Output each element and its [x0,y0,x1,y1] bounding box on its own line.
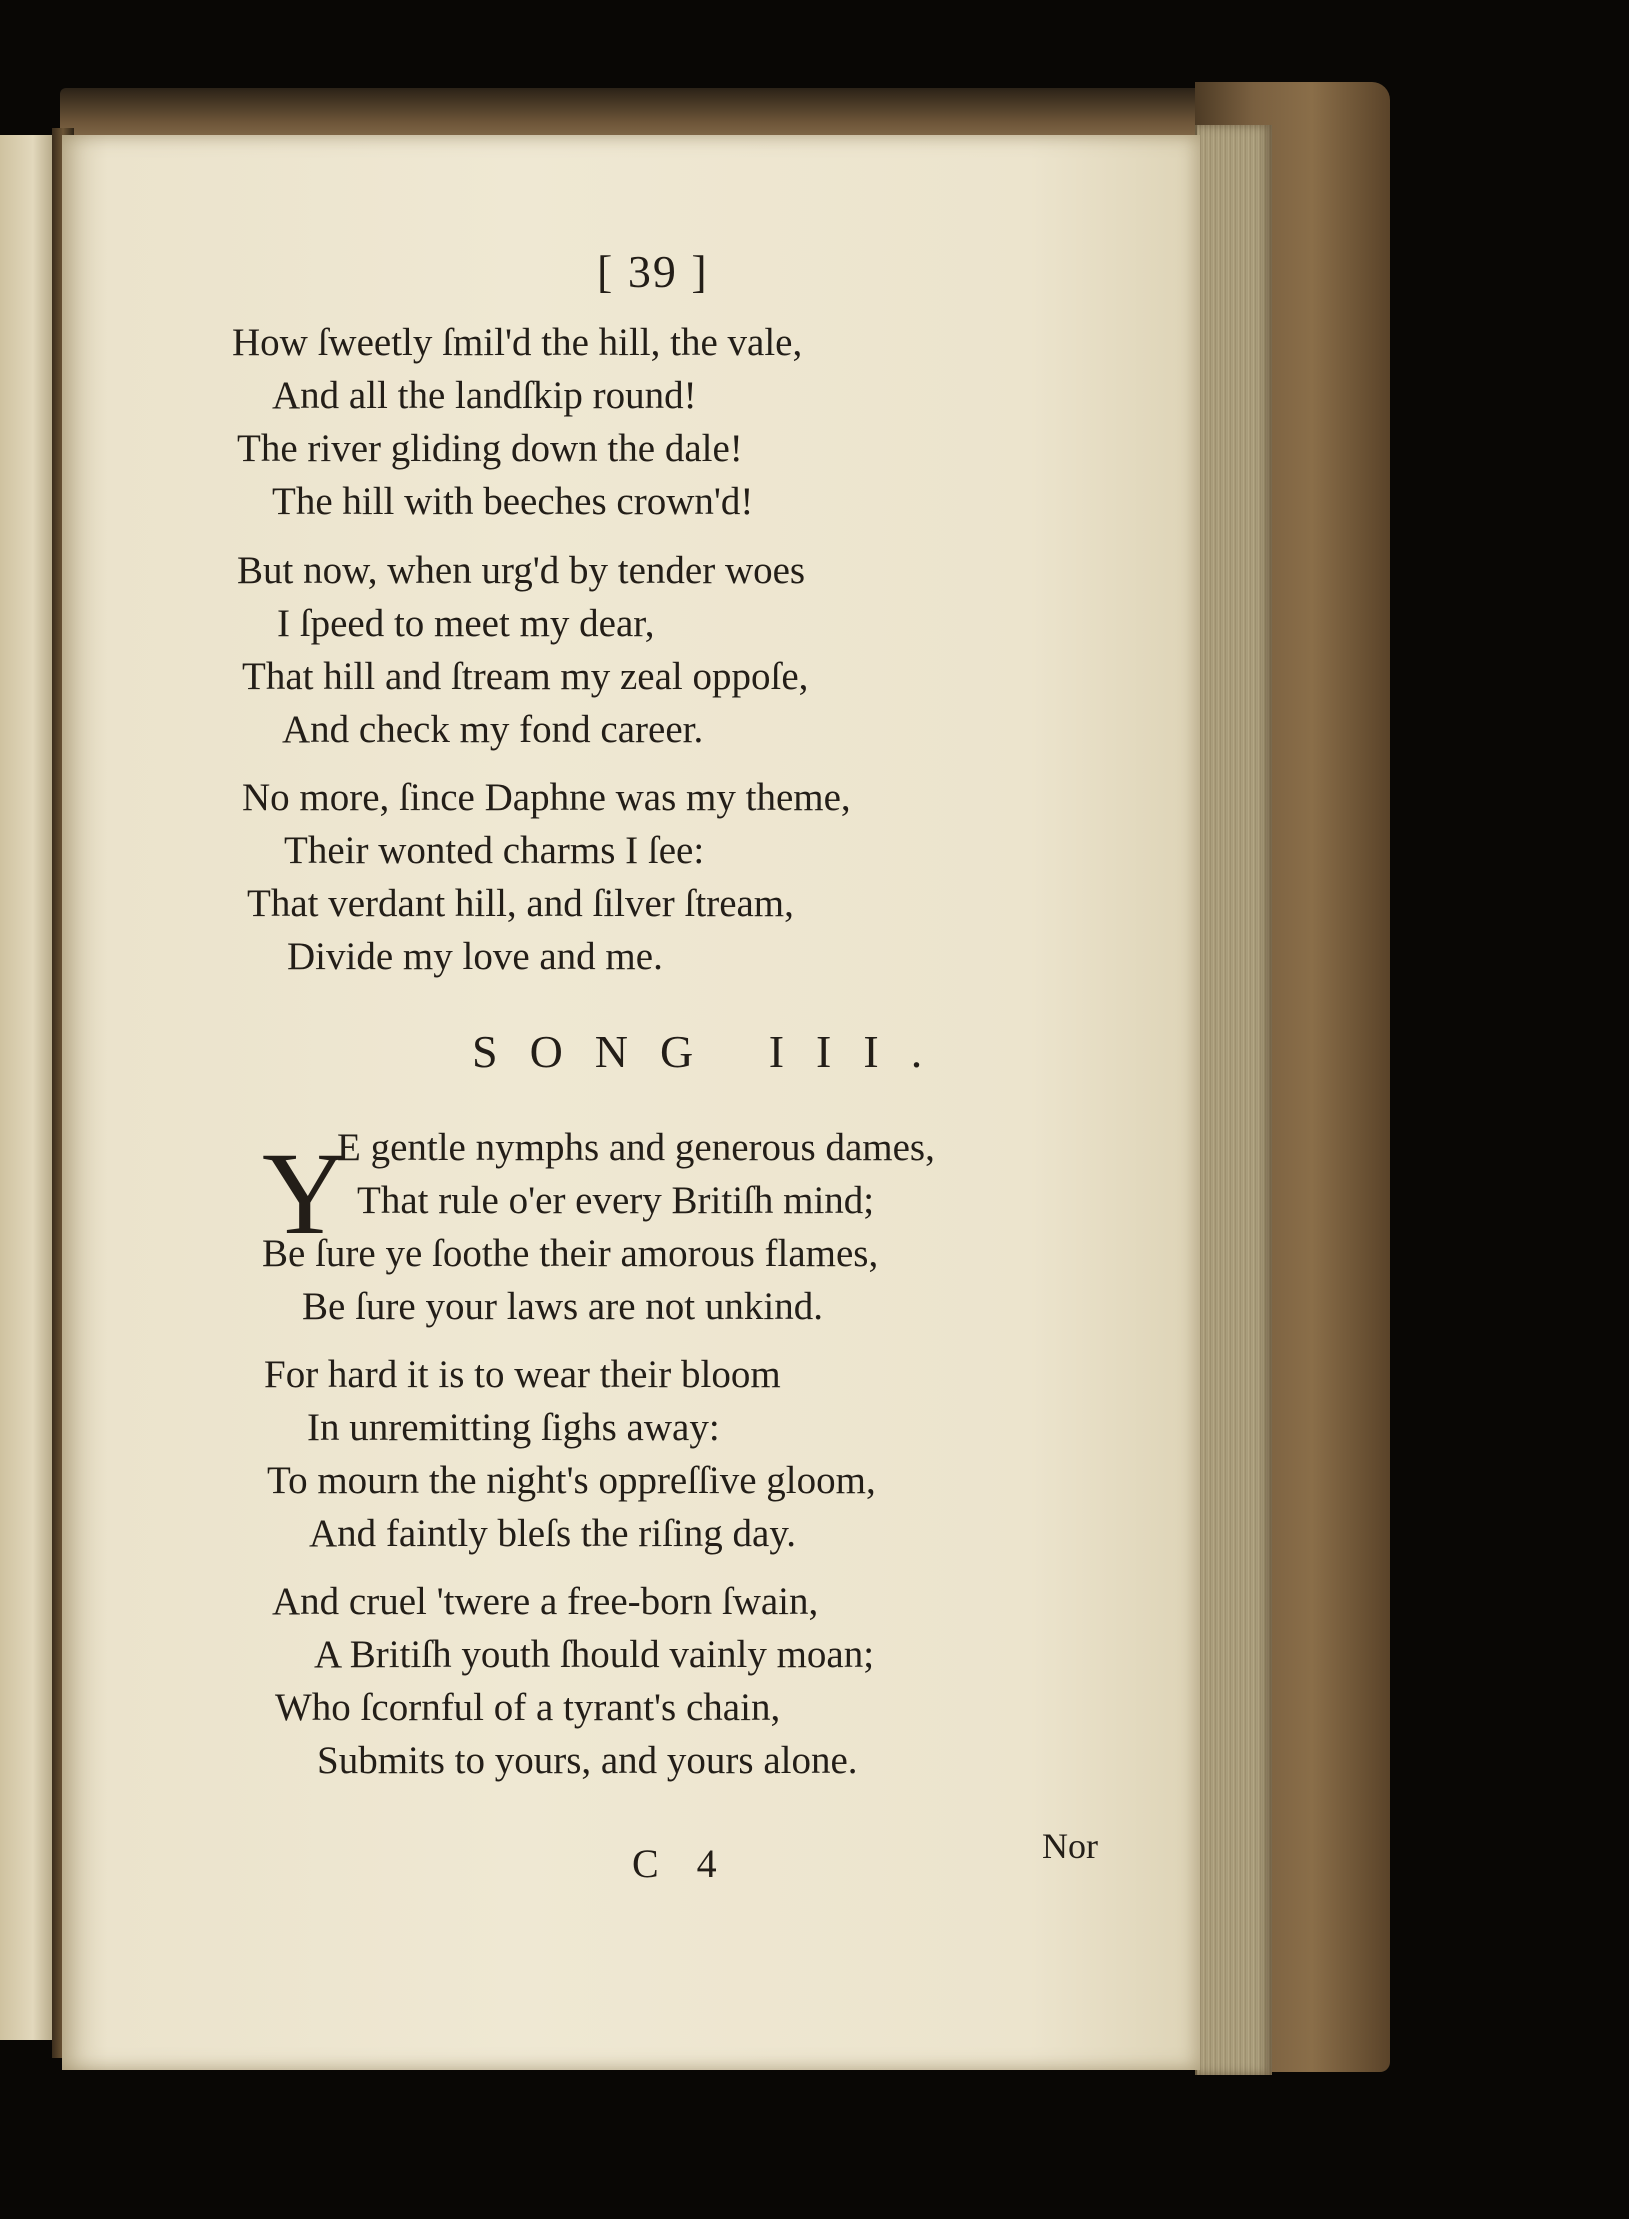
verse-line: That rule o'er every Britiſh mind; [357,1179,875,1222]
page-number: [ 39 ] [597,246,709,297]
verse-line: Their wonted charms I ſee: [284,829,705,872]
previous-page-edge [0,135,60,2040]
verse-line: To mourn the night's oppreſſive gloom, [267,1459,876,1502]
verse-line: No more, ſince Daphne was my theme, [242,776,851,819]
verse-line: For hard it is to wear their bloom [264,1353,781,1396]
verse-line: How ſweetly ſmil'd the hill, the vale, [232,321,803,364]
signature-mark: C 4 [632,1841,731,1886]
verse-line: I ſpeed to meet my dear, [277,602,655,645]
verse-line: The river gliding down the dale! [237,427,743,470]
verse-line: Be ſure your laws are not unkind. [302,1285,823,1328]
book-page [62,135,1200,2070]
verse-line: And faintly bleſs the riſing day. [309,1512,797,1555]
verse-line: Submits to yours, and yours alone. [317,1739,858,1782]
verse-line: In unremitting ſighs away: [307,1406,720,1449]
verse-line: E gentle nymphs and generous dames, [337,1126,935,1169]
verse-line: And cruel 'twere a free-born ſwain, [272,1580,819,1623]
verse-line: Be ſure ye ſoothe their amorous flames, [262,1232,879,1275]
verse-line: But now, when urg'd by tender woes [237,549,806,592]
verse-line: And check my fond career. [282,708,704,751]
verse-line: Divide my love and me. [287,935,663,978]
verse-line: That verdant hill, and ſilver ſtream, [247,882,794,925]
verse-line: Who ſcornful of a tyrant's chain, [275,1686,781,1729]
drop-cap: Y [262,1128,348,1259]
song-heading: SONG III. [472,1026,955,1077]
verse-line: A Britiſh youth ſhould vainly moan; [314,1633,875,1676]
verse-line: And all the landſkip round! [272,374,697,417]
catchword: Nor [1042,1826,1098,1866]
verse-line: That hill and ſtream my zeal oppoſe, [242,655,809,698]
page-block-edges [1195,125,1272,2075]
verse-line: The hill with beeches crown'd! [272,480,754,523]
